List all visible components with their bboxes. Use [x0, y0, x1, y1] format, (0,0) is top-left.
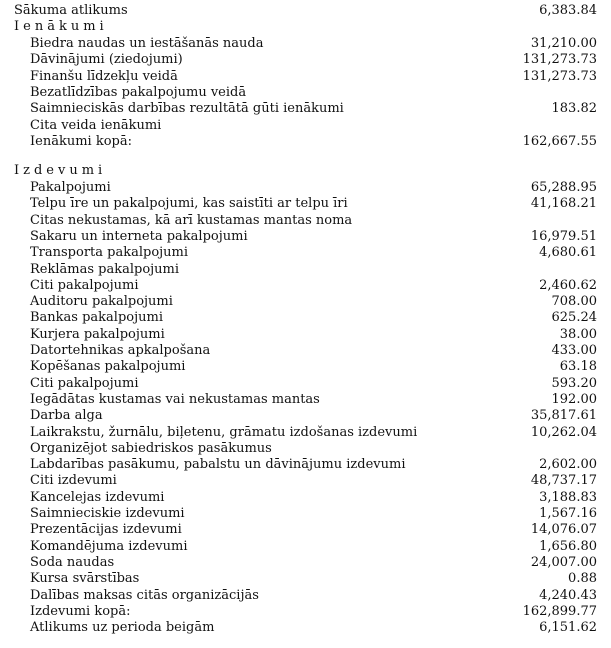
- expenses-row-value: 14,076.07: [530, 522, 597, 538]
- expenses-row: [0, 570, 611, 587]
- expenses-row: [0, 619, 611, 636]
- expenses-row-value: 41,168.21: [530, 196, 597, 212]
- expenses-row-label: Iegādātas kustamas vai nekustamas mantas: [30, 391, 320, 407]
- expenses-row: [0, 587, 611, 604]
- expenses-row-value: 433.00: [551, 343, 597, 358]
- expenses-row-label: Telpu īre un pakalpojumi, kas saistīti ar telpu īri: [30, 196, 348, 212]
- expenses-row-label: Kurjera pakalpojumi: [30, 326, 165, 342]
- expenses-row: [0, 293, 611, 310]
- expenses-row-value: 593.20: [551, 375, 597, 391]
- expenses-row-value: 38.00: [559, 326, 597, 342]
- income-row-label: Ienākumi kopā:: [30, 133, 132, 149]
- expenses-row-value: 65,288.95: [530, 180, 597, 195]
- expenses-row: [0, 179, 611, 196]
- expenses-row: [0, 554, 611, 571]
- expenses-row-label: Sakaru un interneta pakalpojumi: [30, 228, 248, 244]
- expenses-row-value: 10,262.04: [530, 424, 597, 440]
- expenses-row-value: 35,817.61: [530, 408, 597, 424]
- expenses-row-value: 48,737.17: [530, 473, 597, 489]
- expenses-row-label: Auditoru pakalpojumi: [30, 294, 173, 310]
- expenses-row: [0, 212, 611, 229]
- expenses-row-value: 3,188.83: [539, 489, 597, 505]
- income-row-label: Cita veida ienākumi: [30, 117, 162, 133]
- expenses-row-label: Bankas pakalpojumi: [30, 310, 164, 326]
- income-row-label: Biedra naudas un iestāšanās nauda: [30, 36, 264, 51]
- expenses-row: [0, 309, 611, 326]
- expenses-row-value: 192.00: [551, 391, 597, 407]
- income-row-label: Dāvinājumi (ziedojumi): [30, 52, 183, 68]
- income-row: [0, 84, 611, 101]
- expenses-row: [0, 261, 611, 278]
- expenses-row: [0, 603, 611, 620]
- expenses-row-label: Atlikums uz perioda beigām: [30, 620, 215, 636]
- expenses-row-label: Darba alga: [30, 408, 103, 424]
- income-row: [0, 100, 611, 117]
- expenses-row-label: Kancelejas izdevumi: [30, 489, 165, 505]
- expenses-row: [0, 358, 611, 375]
- expenses-row-value: 16,979.51: [530, 228, 597, 244]
- expenses-row-label: Komandējuma izdevumi: [30, 538, 188, 554]
- opening-balance-row: [0, 2, 611, 19]
- income-row-value: 162,667.55: [522, 133, 597, 149]
- expenses-row: [0, 505, 611, 522]
- expenses-row-value: 24,007.00: [530, 554, 597, 570]
- expenses-row: [0, 342, 611, 359]
- expenses-row: [0, 407, 611, 424]
- expenses-row-value: 63.18: [559, 359, 597, 375]
- expenses-row: [0, 391, 611, 408]
- expenses-row-label: Prezentācijas izdevumi: [30, 522, 182, 538]
- expenses-row-label: Reklāmas pakalpojumi: [30, 261, 180, 277]
- expenses-row-label: Transporta pakalpojumi: [30, 245, 189, 261]
- income-row: [0, 35, 611, 52]
- income-row: [0, 133, 611, 150]
- expenses-row-label: Labdarības pasākumu, pabalstu un dāvinājumu izdevumi: [30, 457, 406, 473]
- expenses-row-label: Citi pakalpojumi: [30, 375, 139, 391]
- expenses-row: [0, 456, 611, 473]
- expenses-row-label: Kursa svārstības: [30, 571, 140, 587]
- opening-balance-value: 6,383.84: [539, 3, 597, 18]
- expenses-row-label: Kopēšanas pakalpojumi: [30, 359, 186, 375]
- income-row: [0, 117, 611, 134]
- expenses-row-label: Citi pakalpojumi: [30, 277, 139, 293]
- income-row-label: Bezatlīdzības pakalpojumu veidā: [30, 84, 247, 100]
- expenses-row: [0, 326, 611, 343]
- expenses-section-heading: [0, 162, 611, 179]
- expenses-heading-text: Izdevumi: [14, 163, 107, 178]
- expenses-row-value: 1,567.16: [539, 506, 597, 521]
- expenses-row-value: 625.24: [551, 310, 597, 326]
- expenses-row-label: Citas nekustamas, kā arī kustamas mantas noma: [30, 212, 353, 228]
- expenses-row: [0, 472, 611, 489]
- income-row-value: 131,273.73: [522, 52, 597, 68]
- expenses-row-value: 4,680.61: [539, 245, 597, 261]
- expenses-row-label: Izdevumi kopā:: [30, 603, 131, 619]
- expenses-row: [0, 375, 611, 392]
- expenses-row-value: 2,602.00: [539, 457, 597, 473]
- expenses-row: [0, 424, 611, 441]
- expenses-row: [0, 195, 611, 212]
- income-row: [0, 51, 611, 68]
- income-row-value: 183.82: [551, 101, 597, 117]
- income-row-value: 31,210.00: [530, 36, 597, 51]
- expenses-row-label: Datortehnikas apkalpošana: [30, 343, 211, 358]
- expenses-row-label: Dalības maksas citās organizācijās: [30, 587, 259, 603]
- income-row: [0, 68, 611, 85]
- income-row-label: Saimnieciskās darbības rezultātā gūti ienākumi: [30, 101, 344, 117]
- expenses-row-label: Saimnieciskie izdevumi: [30, 506, 185, 521]
- expenses-row-value: 0.88: [568, 571, 597, 587]
- expenses-row-value: 708.00: [551, 294, 597, 310]
- income-section-heading: [0, 18, 611, 35]
- expenses-row: [0, 244, 611, 261]
- expenses-row: [0, 521, 611, 538]
- income-row-label: Finanšu līdzekļu veidā: [30, 68, 178, 84]
- expenses-row-label: Organizējot sabiedriskos pasākumus: [30, 440, 272, 456]
- expenses-row: [0, 538, 611, 555]
- income-heading-text: Ienākumi: [14, 19, 108, 34]
- expenses-row-value: 4,240.43: [539, 587, 597, 603]
- expenses-row-label: Pakalpojumi: [30, 180, 111, 195]
- expenses-row-label: Soda naudas: [30, 554, 115, 570]
- expenses-row-value: 2,460.62: [539, 277, 597, 293]
- expenses-row-label: Laikrakstu, žurnālu, biļetenu, grāmatu izdošanas izdevumi: [30, 424, 418, 440]
- expenses-row: [0, 277, 611, 294]
- opening-balance-label: Sākuma atlikums: [14, 3, 128, 18]
- expenses-row-label: Citi izdevumi: [30, 473, 117, 489]
- expenses-row: [0, 228, 611, 245]
- income-row-value: 131,273.73: [522, 68, 597, 84]
- expenses-row: [0, 440, 611, 457]
- expenses-row-value: 162,899.77: [522, 603, 597, 619]
- expenses-row-value: 6,151.62: [539, 620, 597, 636]
- expenses-row-value: 1,656.80: [539, 538, 597, 554]
- expenses-row: [0, 489, 611, 506]
